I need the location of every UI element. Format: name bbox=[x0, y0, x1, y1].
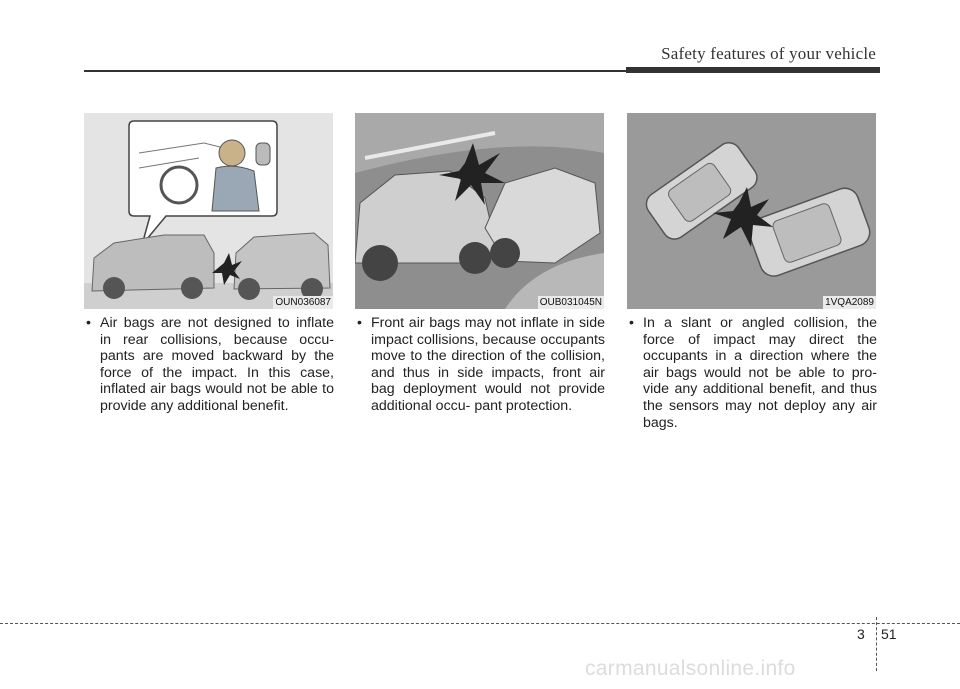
figure-label: 1VQA2089 bbox=[825, 297, 874, 308]
bullet-text: Air bags are not designed to inflate in rear collisions, because occu- pants are moved backward by the force of the impact. In this case, inflated air bags would not be able to provide any additional benefit. bbox=[100, 315, 334, 414]
page-header-title: Safety features of your vehicle bbox=[661, 44, 876, 63]
side-impact-illustration bbox=[355, 113, 604, 309]
watermark: carmanualsonline.info bbox=[585, 657, 796, 680]
text-column-angled bbox=[627, 315, 877, 431]
header-rule-accent bbox=[626, 67, 880, 73]
bullet-dot: • bbox=[357, 315, 362, 331]
footer-divider bbox=[876, 617, 878, 671]
text-column-side bbox=[355, 315, 605, 415]
figure-angled-collision bbox=[627, 113, 876, 309]
angled-collision-illustration bbox=[627, 113, 876, 309]
bullet-text: In a slant or angled collision, the force of impact may direct the occupants in a direction where the air bags would not be able to pro- vide any additional benefit, and thus the sensors may not deploy any air bags. bbox=[643, 315, 877, 431]
page-number: 51 bbox=[881, 626, 897, 642]
figure-label: OUB031045N bbox=[539, 297, 602, 308]
chapter-number: 3 bbox=[857, 626, 865, 642]
text-column-rear bbox=[84, 315, 334, 415]
bullet-text: Front air bags may not inflate in side impact collisions, because occupants move to the direction of the collision, and thus in side impacts, front air bag deployment would not provide additional occu- pant protection. bbox=[371, 315, 605, 414]
bullet-dot: • bbox=[86, 315, 91, 331]
rear-collision-illustration bbox=[84, 113, 333, 309]
bullet-item bbox=[627, 315, 877, 431]
figure-side-impact bbox=[355, 113, 604, 309]
footer-rule bbox=[0, 623, 960, 624]
figure-rear-collision bbox=[84, 113, 333, 309]
bullet-item bbox=[84, 315, 334, 415]
bullet-item bbox=[355, 315, 605, 415]
figure-label: OUN036087 bbox=[275, 297, 331, 308]
bullet-dot: • bbox=[629, 315, 634, 331]
